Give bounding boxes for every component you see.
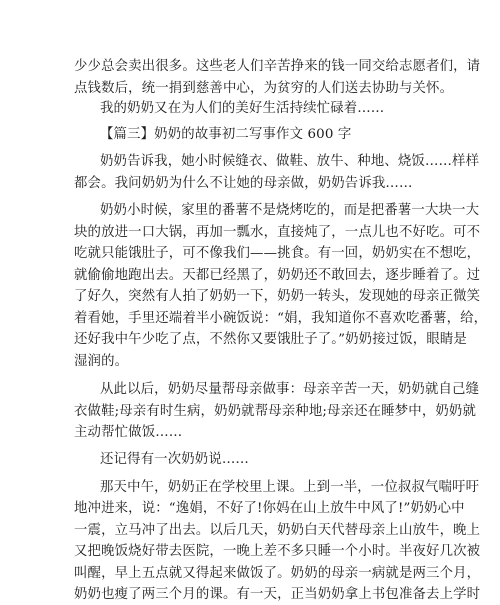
text-line: 奶奶告诉我，她小时候缝衣、做鞋、放牛、种地、烧饭……样样 bbox=[100, 154, 480, 169]
text-line: 着看她，手里还端着半小碗饭说：“娟，我知道你不喜欢吃番薯，给， bbox=[74, 311, 488, 326]
text-line: 块的放进一口大锅，再加一瓢水，直接炖了，一点儿也不好吃。可不 bbox=[74, 225, 481, 240]
text-line: 都会。我问奶奶为什么不让她的母亲做，奶奶告诉我…… bbox=[74, 176, 413, 191]
text-line: 又把晚饭烧好带去医院，一晚上差不多只睡一个小时。半夜好几次被 bbox=[74, 544, 481, 559]
text-line: 一震，立马冲了出去。以后几天，奶奶白天代替母亲上山放牛，晚上 bbox=[74, 523, 481, 538]
text-line: 叫醒，早上五点就又得起来做饭了。奶奶的母亲一病就是两三个月， bbox=[74, 566, 481, 581]
text-line: 那天中午，奶奶正在学校里上课。上到一半，一位叔叔气喘吁吁 bbox=[100, 480, 480, 495]
text-line: 从此以后，奶奶尽量帮母亲做事：母亲辛苦一天，奶奶就自己缝 bbox=[100, 382, 480, 397]
text-line: 奶奶也瘦了两三个月的课。有一天，正当奶奶拿上书包准备去上学时 bbox=[74, 587, 481, 602]
text-line: 了好久，突然有人拍了奶奶一下，奶奶一转头，发现她的母亲正微笑 bbox=[74, 289, 481, 304]
text-line: 主动帮忙做饭…… bbox=[74, 425, 183, 440]
text-line: 衣做鞋;母亲有时生病，奶奶就帮母亲种地;母亲还在睡梦中，奶奶就 bbox=[74, 404, 476, 419]
text-line: 【篇三】奶奶的故事初二写事作文 600 字 bbox=[100, 127, 352, 142]
text-line: 还记得有一次奶奶说…… bbox=[100, 452, 249, 467]
text-line: 吃就只能饿肚子，可不像我们——挑食。有一回，奶奶实在不想吃， bbox=[74, 246, 481, 261]
text-line: 我的奶奶又在为人们的美好生活持续忙碌着…… bbox=[100, 101, 385, 116]
text-line: 就偷偷地跑出去。天都已经黑了，奶奶还不敢回去，逐步睡着了。过 bbox=[74, 268, 481, 283]
text-line: 湿润的。 bbox=[74, 354, 129, 369]
text-line: 还好我中午少吃了点，不然你又要饿肚子了。”奶奶接过饭，眼睛是 bbox=[74, 332, 467, 347]
text-line: 奶奶小时候，家里的番薯不是烧烤吃的，而是把番薯一大块一大 bbox=[100, 203, 480, 218]
text-line: 地冲进来，说：“逸娟，不好了!你妈在山上放牛中风了!”奶奶心中 bbox=[74, 501, 465, 516]
text-line: 少少总会卖出很多。这些老人们辛苦挣来的钱一同交给志愿者们，请 bbox=[74, 59, 481, 74]
text-line: 点钱数后，统一捐到慈善中心，为贫穷的人们送去协助与关怀。 bbox=[74, 81, 454, 96]
